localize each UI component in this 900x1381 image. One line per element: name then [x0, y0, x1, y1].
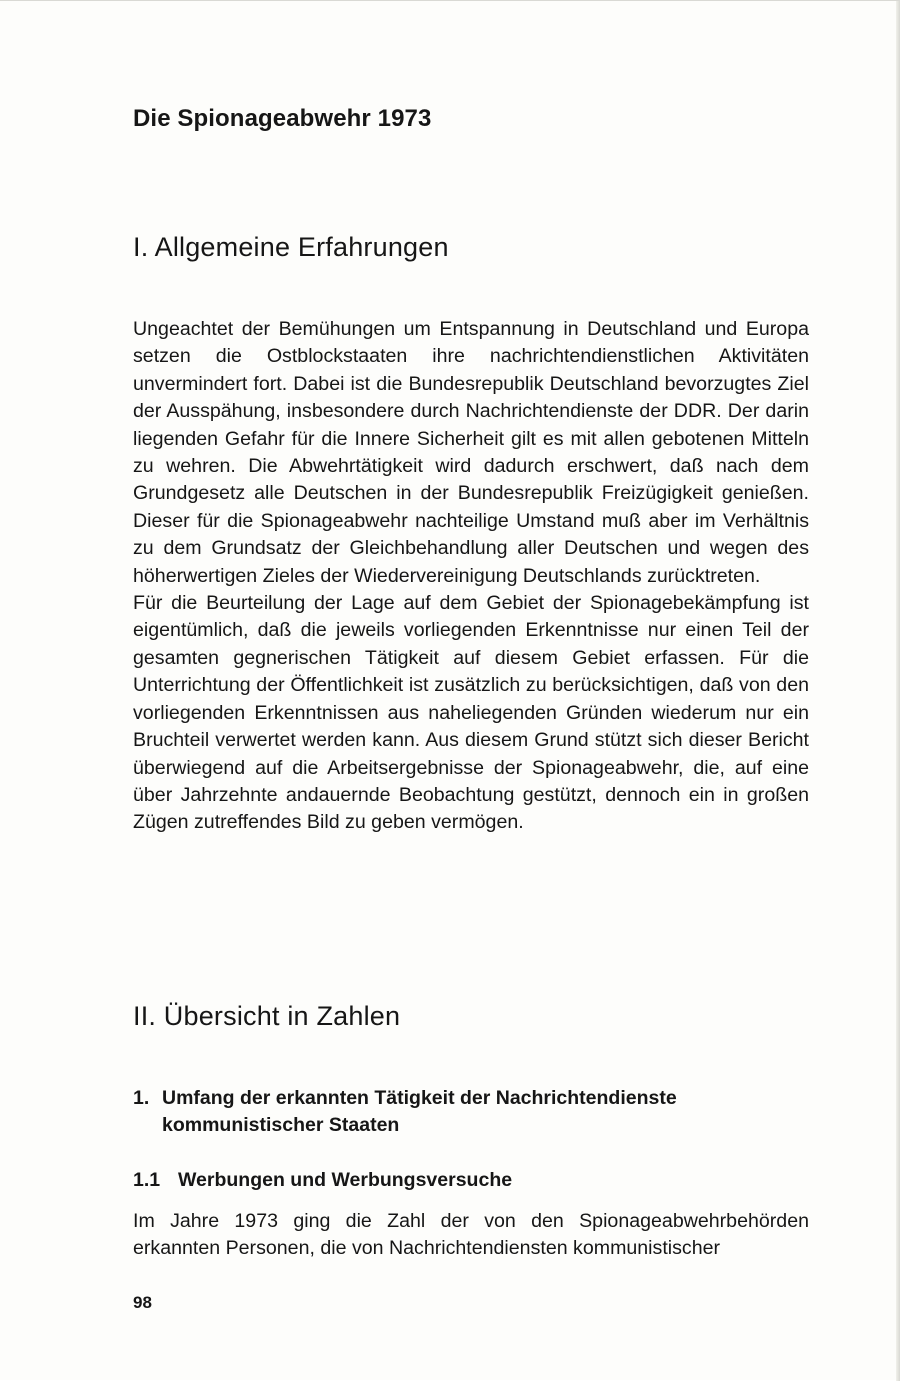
section-heading-1: I. Allgemeine Erfahrungen	[133, 232, 449, 262]
subsection-title-1: Umfang der erkannten Tätigkeit der Nachrichtendienste kommunistischer Staaten	[162, 1087, 677, 1136]
section-2-paragraph: Im Jahre 1973 ging die Zahl der von den Spionageabwehrbehörden erkannten Personen, die von Nachrichtendiensten kommunistischer	[133, 1210, 809, 1260]
section-1-paragraph-text: Ungeachtet der Bemühungen um Entspannung in Deutschland und Europa setzen die Ostblockstaaten ihre nachrichtendienstlichen Aktivitäten unvermindert fort. Dabei ist die Bundesrepublik Deutschland bevorzugtes Ziel der Ausspähung, insbesondere durch Nachrichtendienste der DDR. Der darin liegenden Gefahr für die Innere Sicherheit gilt es mit allen gebotenen Mitteln zu wehren. Die Abwehrtätigkeit wird dadurch erschwert, daß nach dem Grundgesetz alle Deutschen in der Bundesrepublik Freizügigkeit genießen. Dieser für die Spionageabwehr nachteilige Umstand muß aber im Verhältnis zu dem Grundsatz der Gleichbehandlung aller Deutschen und wegen des höherwertigen Zieles der Wiedervereinigung Deutschlands zurücktreten. Für die Beurteilung der Lage auf dem Gebiet der Spionagebekämpfung ist eigentümlich, daß die jeweils vorliegenden Erkenntnisse nur einen Teil der gesamten gegnerischen Tätigkeit auf diesem Gebiet erfassen. Für die Unterrichtung der Öffentlichkeit ist zusätzlich zu berücksichtigen, daß von den vorliegenden Erkenntnissen aus naheliegenden Gründen wiederum nur ein Bruchteil verwertet werden kann. Aus diesem Grund stützt sich dieser Bericht überwiegend auf die Arbeitsergebnisse der Spionageabwehr, die, auf eine über Jahrzehnte andauernde Beobachtung gestützt, dennoch ein in großen Zügen zutreffendes Bild zu geben vermögen.	[133, 318, 809, 834]
page-edge-shadow	[896, 1, 900, 1381]
document-title: Die Spionageabwehr 1973	[133, 105, 432, 132]
subsection-heading-1	[133, 1085, 762, 1139]
page-number: 98	[133, 1293, 152, 1312]
subsection-number-1-1: 1.1	[133, 1169, 161, 1191]
section-heading-2: II. Übersicht in Zahlen	[133, 1001, 401, 1031]
subsection-number-1: 1.	[133, 1087, 150, 1109]
section-1-paragraph	[133, 316, 809, 837]
subsection-title-1-1: Werbungen und Werbungsversuche	[178, 1169, 513, 1191]
subsection-heading-1-1	[133, 1167, 512, 1194]
